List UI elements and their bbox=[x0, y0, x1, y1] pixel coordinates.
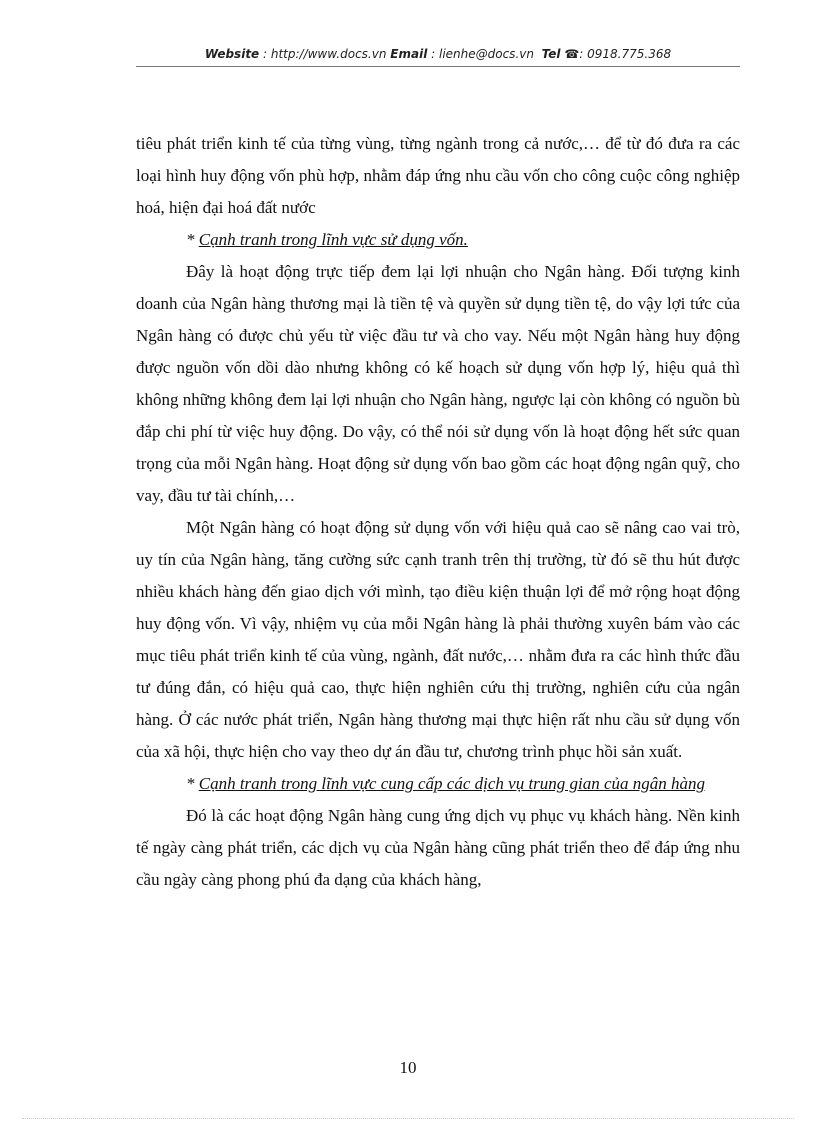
tel-label: Tel bbox=[541, 47, 561, 61]
heading-text: Cạnh tranh trong lĩnh vực sử dụng vốn. bbox=[198, 230, 468, 249]
paragraph-capital-use: Đây là hoạt động trực tiếp đem lại lợi nhuận cho Ngân hàng. Đối tượng kinh doanh của Ngân hàng thương mại là tiền tệ và quyền sử dụng tiền tệ, do vậy lợi tức của Ngân hàng có được chủ yếu từ việc đầu tư và cho vay. Nếu một Ngân hàng huy động được nguồn vốn dồi dào nhưng không có kế hoạch sử dụng vốn hợp lý, hiệu quả thì không những không đem lại lợi nhuận cho Ngân hàng, ngược lại còn không có nguồn bù đắp chi phí từ việc huy động. Do vậy, có thể nói sử dụng vốn là hoạt động hết sức quan trọng của mỗi Ngân hàng. Hoạt động sử dụng vốn bao gồm các hoạt động ngân quỹ, cho vay, đầu tư tài chính,… bbox=[136, 262, 740, 505]
page-number: 10 bbox=[399, 1058, 417, 1077]
page-header bbox=[136, 47, 740, 61]
header-divider bbox=[136, 66, 740, 67]
email-separator: : bbox=[427, 47, 439, 61]
paragraph-continuation: tiêu phát triển kinh tế của từng vùng, từng ngành trong cả nước,… để từ đó đưa ra các loại hình huy động vốn phù hợp, nhằm đáp ứng nhu cầu vốn cho công cuộc công nghiệp hoá, hiện đại hoá đất nước bbox=[136, 134, 740, 217]
email-label: Email bbox=[390, 47, 428, 61]
website-url[interactable]: http://www.docs.vn bbox=[270, 47, 387, 61]
tel-separator: : bbox=[579, 47, 588, 61]
heading-bullet: * bbox=[186, 230, 199, 249]
paragraph-efficiency: Một Ngân hàng có hoạt động sử dụng vốn với hiệu quả cao sẽ nâng cao vai trò, uy tín của Ngân hàng, tăng cường sức cạnh tranh trên thị trường, từ đó sẽ thu hút được nhiều khách hàng đến giao dịch với mình, tạo điều kiện thuận lợi để mở rộng hoạt động huy động vốn. Vì vậy, nhiệm vụ của mỗi Ngân hàng là phải thường xuyên bám vào các mục tiêu phát triển kinh tế của vùng, ngành, đất nước,… nhằm đưa ra các hình thức đầu tư đúng đắn, có hiệu quả cao, thực hiện nghiên cứu thị trường, nghiên cứu của ngân hàng. Ở các nước phát triển, Ngân hàng thương mại thực hiện rất nhu cầu sử dụng vốn của xã hội, thực hiện cho vay theo dự án đầu tư, chương trình phục hồi sản xuất. bbox=[136, 518, 740, 761]
website-separator: : bbox=[259, 47, 271, 61]
document-body bbox=[136, 128, 740, 896]
heading-text: Cạnh tranh trong lĩnh vực cung cấp các dịch vụ trung gian của ngân hàng bbox=[198, 774, 706, 793]
website-label: Website bbox=[204, 47, 260, 61]
tel-number: 0918.775.368 bbox=[587, 47, 672, 61]
heading-bullet: * bbox=[186, 774, 199, 793]
section-heading-intermediary-services bbox=[136, 768, 740, 800]
section-heading-capital-use bbox=[136, 224, 740, 256]
footer-divider bbox=[22, 1118, 794, 1119]
email-address[interactable]: lienhe@docs.vn bbox=[438, 47, 534, 61]
telephone-icon: ☎ bbox=[564, 47, 580, 61]
paragraph-services: Đó là các hoạt động Ngân hàng cung ứng dịch vụ phục vụ khách hàng. Nền kinh tế ngày càng phát triển, các dịch vụ của Ngân hàng cũng phát triển theo để đáp ứng nhu cầu ngày càng phong phú đa dạng của khách hàng, bbox=[136, 806, 740, 889]
